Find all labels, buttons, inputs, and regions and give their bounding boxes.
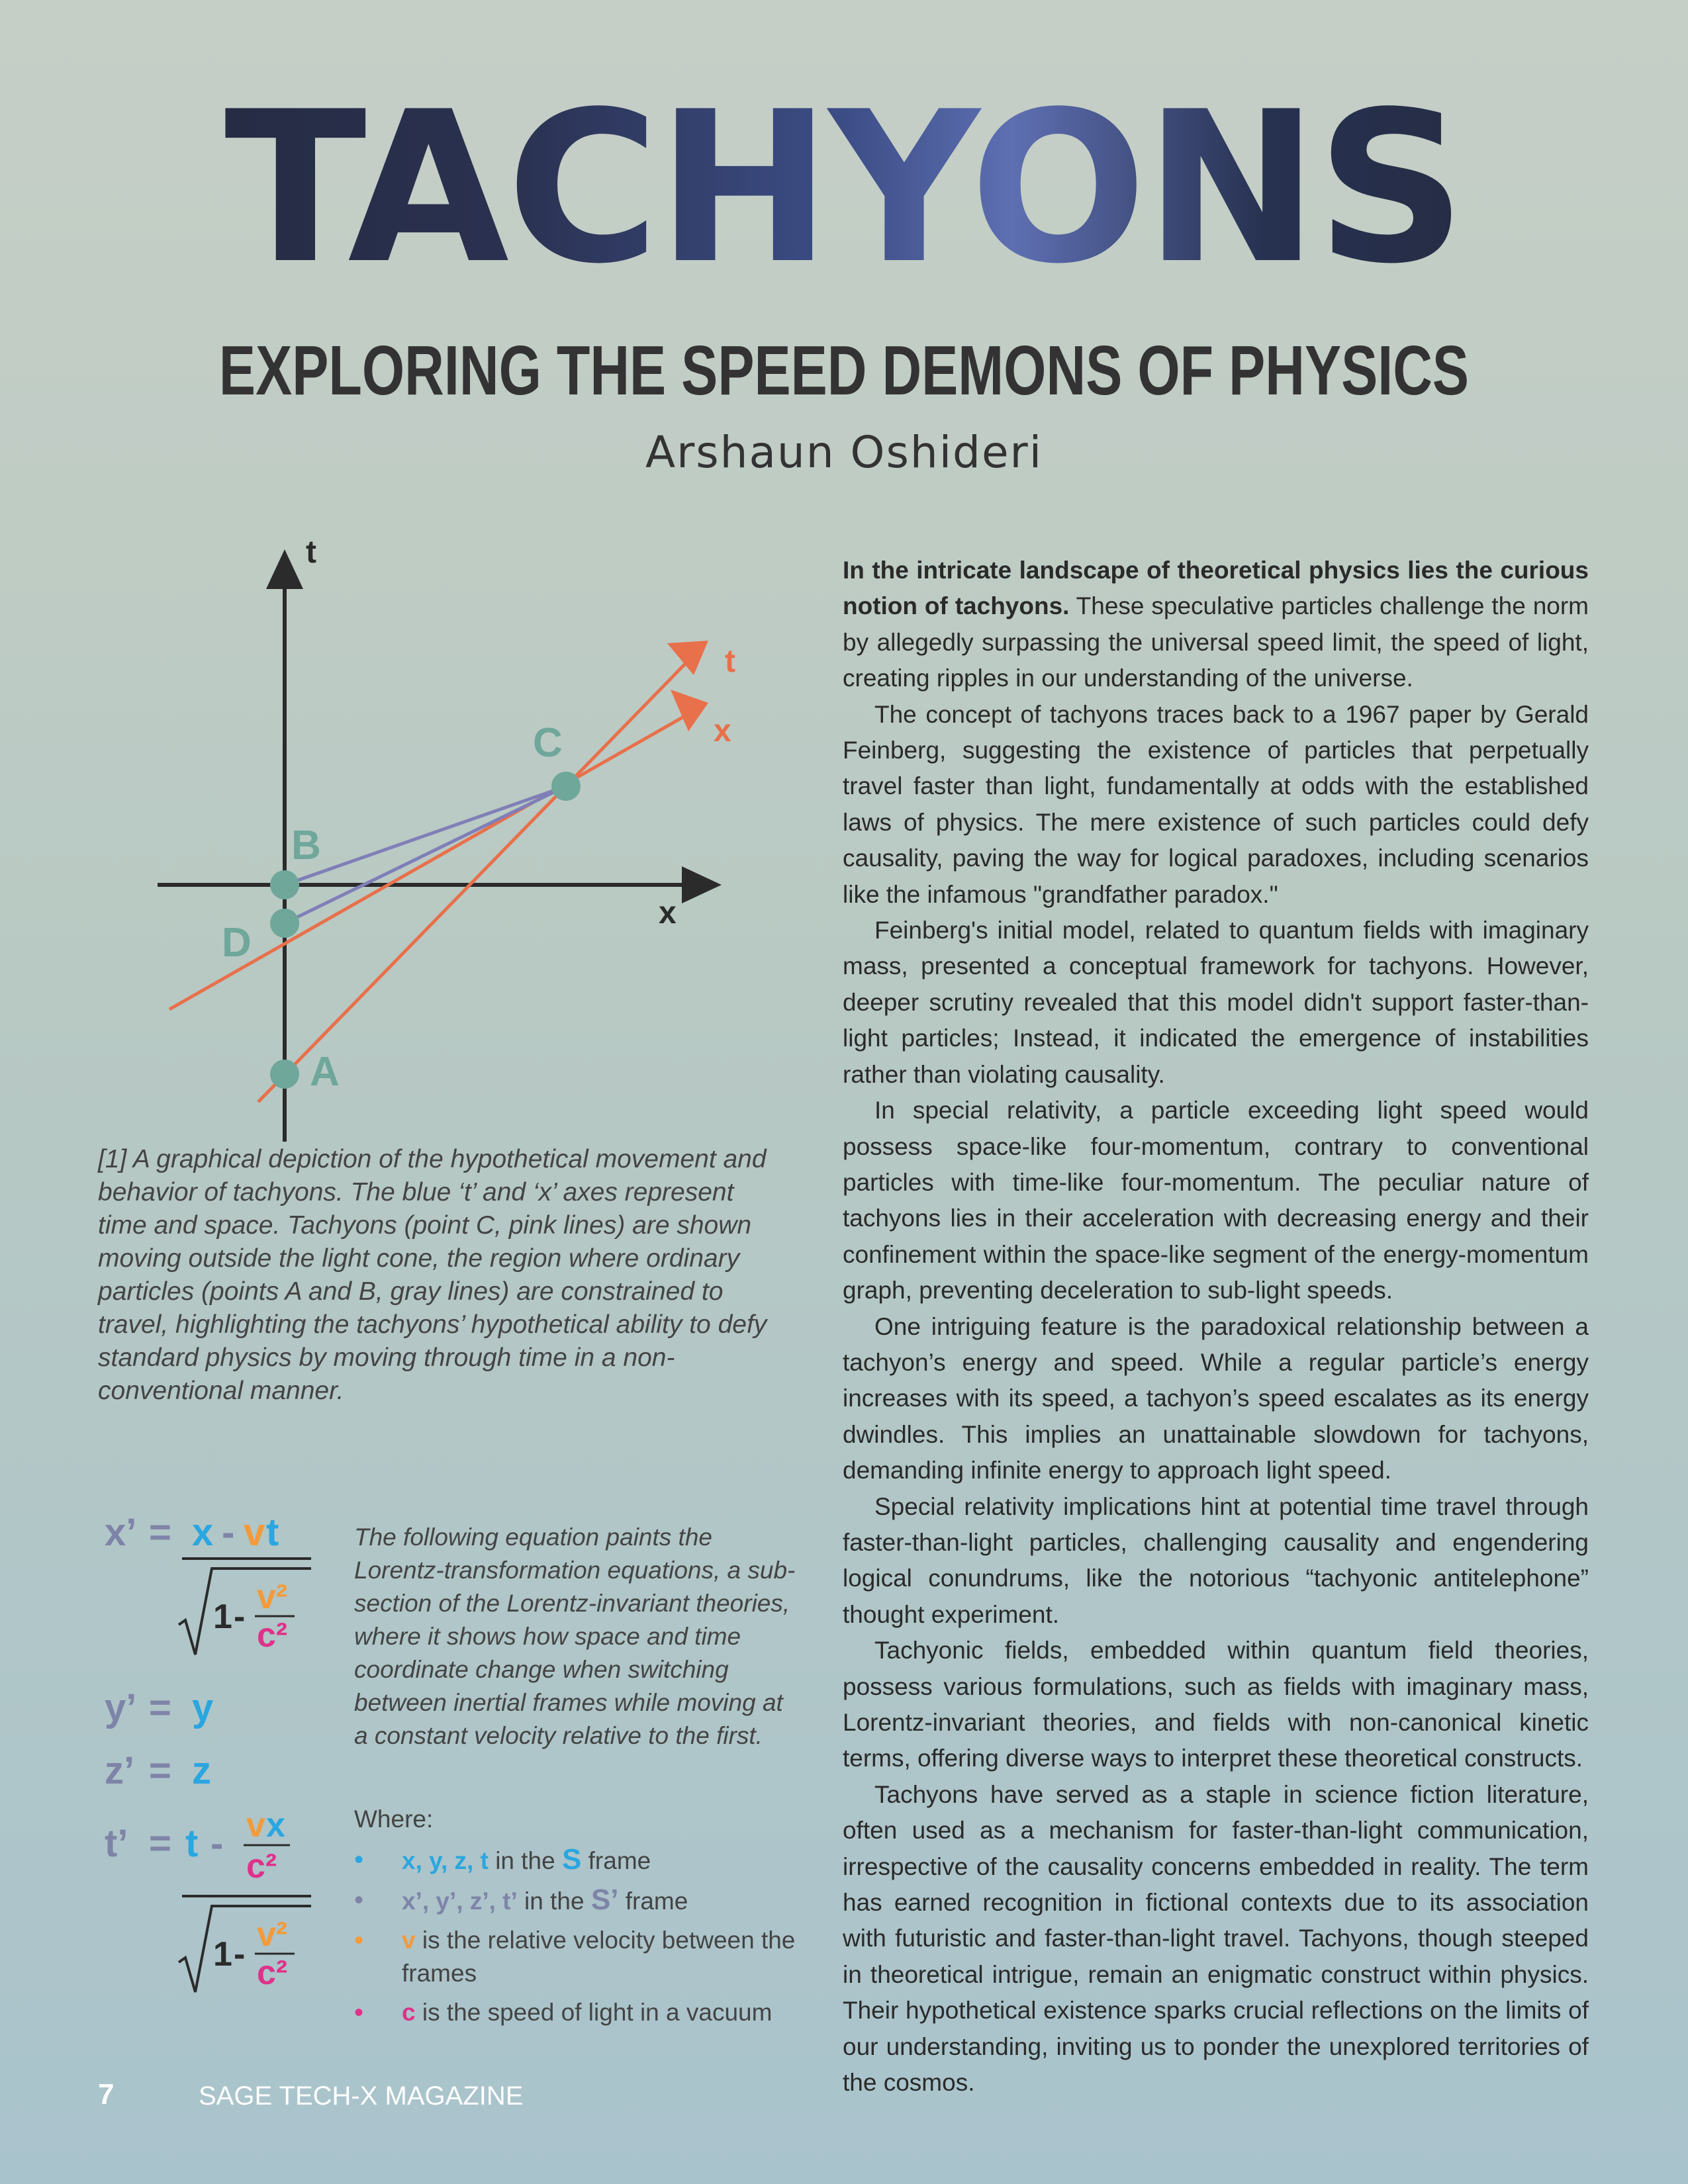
page-subtitle: EXPLORING THE SPEED DEMONS OF PHYSICS	[218, 332, 1470, 410]
eq-num-t: t	[266, 1511, 279, 1554]
eq-t-x: x	[266, 1806, 285, 1844]
tachyon-x-arrow	[671, 690, 708, 731]
eq-t-c2-2: c²	[257, 1954, 288, 1992]
where-sym-sp: x’, y’, z’, t’	[402, 1888, 518, 1915]
tachyon-line-t	[258, 662, 687, 1102]
eq-t-minus-2: -	[234, 1935, 246, 1974]
t-axis-label: t	[306, 535, 316, 570]
prime-x-label: x	[714, 713, 731, 749]
eq-x-v2: v²	[257, 1578, 288, 1616]
worldline-b-c	[285, 786, 566, 885]
point-a-marker	[270, 1060, 299, 1089]
page-number: 7	[98, 2078, 115, 2111]
where-tail-s: frame	[581, 1847, 651, 1874]
where-sym-s: x, y, z, t	[402, 1847, 489, 1874]
eq-t-t: t	[185, 1822, 199, 1865]
page-title: TACHYONS	[0, 76, 1688, 301]
eq-xp: x’	[105, 1511, 137, 1554]
where-frame-sp: S’	[590, 1884, 619, 1916]
tachyon-spacetime-diagram	[132, 529, 761, 1145]
eq-x-minus-2: -	[234, 1598, 246, 1636]
point-d-label: D	[222, 920, 252, 966]
where-list	[354, 1843, 804, 2035]
where-text-c: is the speed of light in a vacuum	[415, 1999, 773, 2026]
t-axis-arrow	[266, 549, 303, 589]
body-paragraph-2: The concept of tachyons traces back to a 1967 paper by Gerald Feinberg, suggesting the existence of particles that perpetually travel faster than light, fundamentally at odds with the established laws of physics. The mere existence of such particles could defy causality, paving the way for logical paradoxes, including scenarios like the infamous "grandfather paradox."	[843, 700, 1589, 908]
lead-paragraph-rest: These speculative particles challenge the norm by allegedly surpassing the universal speed limit, the speed of light, creating ripples in our understanding of the universe.	[843, 592, 1589, 692]
where-text-s: in the	[488, 1847, 562, 1874]
eq-equals-4: =	[149, 1822, 171, 1865]
lorentz-equations	[93, 1502, 331, 2005]
where-label: Where:	[354, 1805, 434, 1833]
eq-x-one: 1	[213, 1598, 232, 1636]
eq-equals-1: =	[149, 1511, 171, 1554]
magazine-name: SAGE TECH-X MAGAZINE	[199, 2081, 524, 2111]
bullet-blue: •	[354, 1845, 364, 1874]
eq-num-minus: -	[222, 1511, 235, 1554]
lead-sentence: In the intricate landscape of theoretical physics lies the curious notion of tachyons.	[843, 557, 1589, 620]
bullet-orange: •	[354, 1926, 364, 1955]
where-text-sp: in the	[517, 1888, 591, 1915]
where-item-v	[354, 1924, 804, 1990]
point-a-label: A	[310, 1049, 340, 1095]
body-paragraph-1	[843, 553, 1589, 697]
author-name: Arshaun Oshideri	[645, 427, 1043, 478]
point-c-marker	[551, 772, 581, 801]
diagram-caption: [1] A graphical depiction of the hypothetical movement and behavior of tachyons. The blue ‘t’ and ‘x’ axes represent time and space. Tachyons (point C, pink lines) are shown moving outside the light cone, the region where ordinary particles (points A and B, gray lines) are constrained to travel, highlighting the tachyons’ hypothetical ability to defy standard physics by moving through time in a non-conventional manner.	[98, 1145, 767, 1405]
tachyon-t-arrow	[667, 641, 708, 675]
where-sym-c: c	[402, 1999, 416, 2026]
eq-t-c2-1: c²	[246, 1847, 277, 1886]
bullet-pink: •	[354, 1998, 364, 2027]
eq-num-x: x	[192, 1511, 214, 1554]
where-item-sp-frame	[354, 1884, 804, 1918]
where-text-v: is the relative velocity between the frames	[402, 1927, 796, 1987]
body-paragraph-3: Feinberg's initial model, related to quantum fields with imaginary mass, presented a conceptual framework for tachyons. However, deeper scrutiny revealed that this model didn't support faster-than-light particles; Instead, it indicated the emergence of instabilities rather than violating causality.	[843, 917, 1589, 1088]
body-paragraph-7: Tachyonic fields, embedded within quantum field theories, possess various formulations, such as fields with imaginary mass, Lorentz-invariant theories, and fields with non-canonical kinetic terms, offering diverse ways to interpret these theoretical constructs.	[843, 1637, 1589, 1772]
equation-note: The following equation paints the Lorentz-transformation equations, a sub-section of the Lorentz-invariant theories, where it shows how space and time coordinate change when switching between inertial frames while moving at a constant velocity relative to the first.	[354, 1524, 796, 1749]
eq-num-v: v	[244, 1511, 265, 1554]
prime-t-label: t	[725, 644, 735, 679]
eq-t-one: 1	[213, 1935, 232, 1974]
eq-t-v: v	[246, 1806, 265, 1844]
eq-t-v2: v²	[257, 1915, 288, 1954]
body-paragraph-8: Tachyons have served as a staple in science fiction literature, often used as a mechanism for faster-than-light communication, irrespective of the causality concerns embedded in reality. The term has earned recognition in fictional contexts due to its association with futuristic and faster-than-light travel. Tachyons, though steeped in theoretical intrigue, remain an enigmatic construct within physics. Their hypothetical existence sparks crucial reflections on the limits of our understanding, inviting us to ponder the unexplored territories of the cosmos.	[843, 1780, 1589, 2097]
where-item-c	[354, 1996, 804, 2029]
eq-yp: y’	[105, 1686, 137, 1729]
eq-equals-2: =	[149, 1686, 171, 1729]
eq-zp: z’	[105, 1749, 135, 1792]
body-paragraph-5: One intriguing feature is the paradoxical relationship between a tachyon’s energy and speed. While a regular particle’s energy increases with its speed, a tachyon’s speed escalates as its energy dwindles. This implies an unattainable slowdown for tachyons, demanding infinite energy to approach light speed.	[843, 1312, 1589, 1484]
eq-z: z	[192, 1749, 211, 1792]
worldline-d-c	[285, 786, 566, 923]
eq-tp: t’	[105, 1822, 128, 1865]
bullet-gray: •	[354, 1886, 364, 1915]
x-axis-arrow	[682, 866, 722, 903]
article-body	[843, 553, 1589, 2101]
point-c-label: C	[533, 720, 563, 766]
body-paragraph-4: In special relativity, a particle exceeding light speed would possess space-like four-momentum, contrary to conventional particles with time-like four-momentum. The peculiar nature of tachyons lies in their acceleration with decreasing energy and their confinement within the space-like segment of the energy-momentum graph, preventing deceleration to sub-light speeds.	[843, 1097, 1589, 1304]
eq-y: y	[192, 1686, 214, 1729]
body-paragraph-6: Special relativity implications hint at potential time travel through faster-than-light particles, challenging causality and engendering logical conundrums, like the notorious “tachyonic antitelephone” thought experiment.	[843, 1492, 1589, 1628]
point-d-marker	[270, 909, 299, 938]
point-b-label: B	[291, 823, 321, 868]
where-item-s-frame	[354, 1843, 804, 1878]
point-b-marker	[270, 870, 299, 899]
eq-x-c2: c²	[257, 1616, 288, 1655]
where-tail-sp: frame	[618, 1888, 688, 1915]
where-frame-s: S	[562, 1843, 582, 1876]
eq-t-minus: -	[211, 1822, 224, 1865]
x-axis-label: x	[659, 895, 677, 931]
eq-equals-3: =	[149, 1749, 171, 1792]
where-sym-v: v	[402, 1927, 416, 1954]
